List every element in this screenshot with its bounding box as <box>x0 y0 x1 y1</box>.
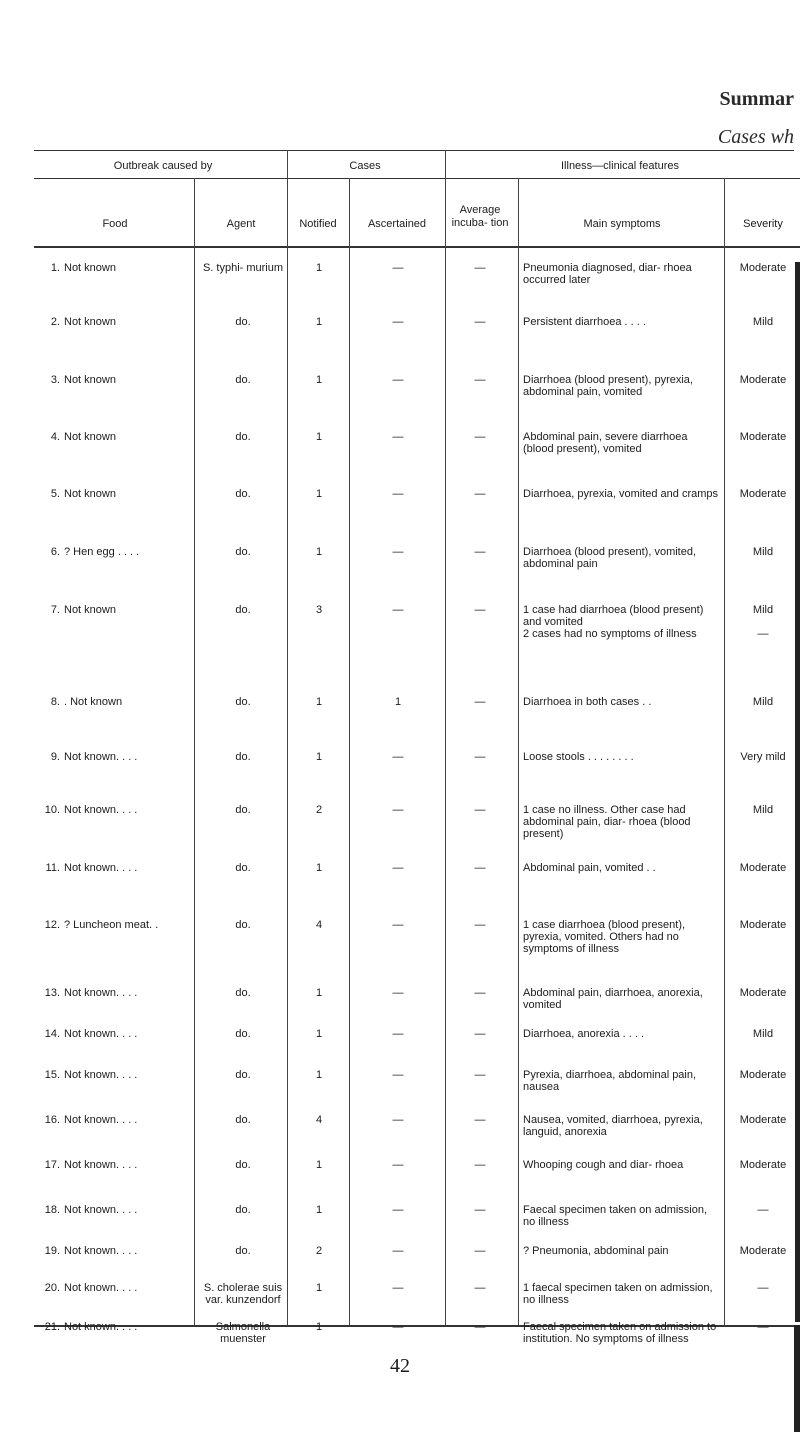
cell-incubation: — <box>474 546 486 558</box>
cell-symptoms: ? Pneumonia, abdominal pain <box>523 1245 669 1257</box>
cell-agent: do. <box>235 1245 251 1257</box>
cell-severity: Mild — <box>752 604 774 640</box>
cell-food: . Not known <box>64 696 123 708</box>
cell-incubation: — <box>474 604 486 616</box>
cell-ascertained: — <box>392 987 404 999</box>
cell-ascertained: — <box>392 862 404 874</box>
group-header-cases: Cases <box>349 160 381 172</box>
cell-agent: do. <box>235 804 251 816</box>
cell-severity: — <box>757 1282 769 1294</box>
cell-symptoms: Diarrhoea (blood present), pyrexia, abdominal pain, vomited <box>523 374 693 398</box>
cell-notified: 1 <box>315 374 323 386</box>
cell-symptoms: Faecal specimen taken on admission, no illness <box>523 1204 708 1228</box>
cell-severity: Moderate <box>739 987 787 999</box>
cell-food: Not known. . . . <box>64 751 138 763</box>
cell-ascertained: — <box>392 488 404 500</box>
cell-ascertained: — <box>392 1069 404 1081</box>
row-number: 5. <box>50 488 60 500</box>
scan-edge <box>795 262 800 1322</box>
cell-ascertained: — <box>392 1159 404 1171</box>
cell-incubation: — <box>474 1245 486 1257</box>
cell-notified: 2 <box>315 1245 323 1257</box>
cell-ascertained: — <box>392 1028 404 1040</box>
cell-ascertained: — <box>392 1204 404 1216</box>
cell-symptoms: 1 case had diarrhoea (blood present) and vomited 2 cases had no symptoms of illness <box>523 604 704 640</box>
cell-incubation: — <box>474 488 486 500</box>
cell-severity: Mild <box>752 1028 774 1040</box>
cell-notified: 1 <box>315 316 323 328</box>
cell-ascertained: — <box>392 751 404 763</box>
cell-symptoms: Diarrhoea, anorexia . . . . <box>523 1028 645 1040</box>
cell-food: Not known. . . . <box>64 1069 138 1081</box>
cell-notified: 1 <box>315 696 323 708</box>
column-header-notified: Notified <box>299 218 337 230</box>
cell-ascertained: — <box>392 1321 404 1333</box>
cell-notified: 1 <box>315 1282 323 1294</box>
cell-incubation: — <box>474 374 486 386</box>
header-bottom-rule <box>34 246 800 248</box>
cell-incubation: — <box>474 1282 486 1294</box>
cell-symptoms: Loose stools . . . . . . . . <box>523 751 634 763</box>
cell-food: Not known. . . . <box>64 1159 138 1171</box>
cell-severity: Moderate <box>739 1159 787 1171</box>
cell-symptoms: Diarrhoea in both cases . . <box>523 696 652 708</box>
cell-ascertained: — <box>392 316 404 328</box>
cell-notified: 1 <box>315 751 323 763</box>
cell-agent: do. <box>235 431 251 443</box>
cell-notified: 1 <box>315 431 323 443</box>
page-subtitle: Cases wh <box>717 126 794 148</box>
cell-agent: do. <box>235 1069 251 1081</box>
cell-incubation: — <box>474 262 486 274</box>
cell-incubation: — <box>474 1069 486 1081</box>
cell-food: Not known <box>64 262 116 274</box>
row-number: 18. <box>44 1204 60 1216</box>
cell-incubation: — <box>474 316 486 328</box>
row-number: 21. <box>44 1321 60 1333</box>
row-number: 2. <box>50 316 60 328</box>
cell-incubation: — <box>474 431 486 443</box>
cell-agent: do. <box>235 316 251 328</box>
row-number: 19. <box>44 1245 60 1257</box>
cell-symptoms: Diarrhoea, pyrexia, vomited and cramps <box>523 488 719 500</box>
cell-severity: Moderate <box>739 431 787 443</box>
row-number: 7. <box>50 604 60 616</box>
cell-symptoms: 1 case no illness. Other case had abdominal pain, diar- rhoea (blood present) <box>523 804 691 840</box>
cell-ascertained: — <box>392 804 404 816</box>
cell-agent: do. <box>235 862 251 874</box>
page-title: Summar <box>719 88 794 110</box>
cell-agent: do. <box>235 696 251 708</box>
row-number: 20. <box>44 1282 60 1294</box>
cell-notified: 1 <box>315 1159 323 1171</box>
cell-symptoms: Persistent diarrhoea . . . . <box>523 316 646 328</box>
cell-food: Not known <box>64 316 116 328</box>
cell-incubation: — <box>474 1114 486 1126</box>
row-number: 15. <box>44 1069 60 1081</box>
cell-ascertained: 1 <box>394 696 402 708</box>
column-divider <box>349 178 350 1325</box>
cell-symptoms: Pneumonia diagnosed, diar- rhoea occurred later <box>523 262 692 286</box>
row-number: 8. <box>50 696 60 708</box>
cell-agent: do. <box>235 987 251 999</box>
cell-severity: Moderate <box>739 1245 787 1257</box>
cell-food: ? Hen egg . . . . <box>64 546 140 558</box>
cell-incubation: — <box>474 1159 486 1171</box>
cell-severity: Moderate <box>739 1069 787 1081</box>
cell-symptoms: 1 case diarrhoea (blood present), pyrexia, vomited. Others had no symptoms of illness <box>523 919 686 955</box>
row-number: 10. <box>44 804 60 816</box>
cell-symptoms: Abdominal pain, vomited . . <box>523 862 656 874</box>
cell-symptoms: 1 faecal specimen taken on admission, no illness <box>523 1282 713 1306</box>
cell-incubation: — <box>474 1204 486 1216</box>
cell-severity: Moderate <box>739 488 787 500</box>
cell-food: Not known. . . . <box>64 1028 138 1040</box>
cell-ascertained: — <box>392 604 404 616</box>
cell-notified: 1 <box>315 546 323 558</box>
row-number: 13. <box>44 987 60 999</box>
cell-notified: 4 <box>315 1114 323 1126</box>
cell-agent: do. <box>235 1204 251 1216</box>
cell-symptoms: Diarrhoea (blood present), vomited, abdominal pain <box>523 546 697 570</box>
row-number: 11. <box>45 862 60 874</box>
cell-notified: 1 <box>315 1069 323 1081</box>
cell-severity: Mild <box>752 804 774 816</box>
cell-symptoms: Faecal specimen taken on admission to institution. No symptoms of illness <box>523 1321 717 1345</box>
cell-severity: Moderate <box>739 374 787 386</box>
cell-severity: Moderate <box>739 1114 787 1126</box>
column-header-ascertained: Ascertained <box>367 218 427 230</box>
row-number: 17. <box>44 1159 60 1171</box>
cell-severity: Moderate <box>739 262 787 274</box>
cell-ascertained: — <box>392 546 404 558</box>
cell-ascertained: — <box>392 1114 404 1126</box>
column-header-incubation: Average incuba- tion <box>451 204 509 229</box>
cell-severity: Very mild <box>740 751 786 763</box>
column-header-agent: Agent <box>226 218 256 230</box>
cell-severity: — <box>757 1204 769 1216</box>
cell-ascertained: — <box>392 919 404 931</box>
cell-ascertained: — <box>392 431 404 443</box>
cell-notified: 1 <box>315 262 323 274</box>
cell-notified: 1 <box>315 862 323 874</box>
cell-severity: Mild <box>752 316 774 328</box>
cell-severity: Moderate <box>739 862 787 874</box>
cell-incubation: — <box>474 751 486 763</box>
cell-food: Not known <box>64 374 116 386</box>
cell-food: Not known <box>64 488 116 500</box>
cell-symptoms: Whooping cough and diar- rhoea <box>523 1159 684 1171</box>
cell-ascertained: — <box>392 1245 404 1257</box>
column-header-symptoms: Main symptoms <box>583 218 661 230</box>
cell-agent: do. <box>235 604 251 616</box>
cell-notified: 2 <box>315 804 323 816</box>
cell-incubation: — <box>474 1321 486 1333</box>
column-divider <box>287 150 288 1325</box>
cell-incubation: — <box>474 987 486 999</box>
row-number: 9. <box>50 751 60 763</box>
cell-ascertained: — <box>392 262 404 274</box>
column-header-severity: Severity <box>743 218 783 230</box>
cell-incubation: — <box>474 1028 486 1040</box>
row-number: 6. <box>50 546 60 558</box>
cell-agent: S. typhi- murium <box>202 262 284 274</box>
cell-notified: 1 <box>315 1321 323 1333</box>
cell-agent: do. <box>235 919 251 931</box>
row-number: 1. <box>50 262 60 274</box>
cell-food: Not known. . . . <box>64 1114 138 1126</box>
cell-food: Not known. . . . <box>64 987 138 999</box>
cell-incubation: — <box>474 919 486 931</box>
cell-agent: do. <box>235 546 251 558</box>
cell-agent: S. cholerae suis var. kunzendorf <box>203 1282 283 1306</box>
cell-agent: do. <box>235 751 251 763</box>
cell-food: Not known. . . . <box>64 862 138 874</box>
cell-agent: do. <box>235 488 251 500</box>
cell-severity: — <box>757 1321 769 1333</box>
column-divider <box>724 178 725 1325</box>
row-number: 4. <box>50 431 60 443</box>
cell-ascertained: — <box>392 1282 404 1294</box>
cell-food: Not known. . . . <box>64 1321 138 1333</box>
cell-incubation: — <box>474 862 486 874</box>
cell-food: Not known. . . . <box>64 1245 138 1257</box>
cell-agent: do. <box>235 1159 251 1171</box>
cell-agent: do. <box>235 1114 251 1126</box>
cell-notified: 1 <box>315 1204 323 1216</box>
cell-notified: 3 <box>315 604 323 616</box>
cell-notified: 4 <box>315 919 323 931</box>
cell-food: Not known. . . . <box>64 804 138 816</box>
cell-severity: Moderate <box>739 919 787 931</box>
cell-incubation: — <box>474 696 486 708</box>
cell-agent: Salmonella muenster <box>215 1321 271 1345</box>
cell-food: Not known. . . . <box>64 1204 138 1216</box>
column-header-food: Food <box>102 218 128 230</box>
group-rule <box>34 178 800 179</box>
top-rule <box>34 150 794 151</box>
row-number: 14. <box>44 1028 60 1040</box>
cell-notified: 1 <box>315 488 323 500</box>
page-number: 42 <box>390 1355 410 1377</box>
cell-agent: do. <box>235 1028 251 1040</box>
group-header-illness: Illness—clinical features <box>561 160 679 172</box>
cell-symptoms: Nausea, vomited, diarrhoea, pyrexia, languid, anorexia <box>523 1114 703 1138</box>
cell-agent: do. <box>235 374 251 386</box>
cell-ascertained: — <box>392 374 404 386</box>
cell-notified: 1 <box>315 1028 323 1040</box>
row-number: 16. <box>44 1114 60 1126</box>
cell-food: ? Luncheon meat. . <box>64 919 159 931</box>
cell-severity: Mild <box>752 546 774 558</box>
column-divider <box>518 178 519 1325</box>
scan-edge <box>794 1325 800 1432</box>
cell-food: Not known <box>64 431 116 443</box>
row-number: 12. <box>44 919 60 931</box>
cell-severity: Mild <box>752 696 774 708</box>
cell-food: Not known <box>64 604 116 616</box>
cell-food: Not known. . . . <box>64 1282 138 1294</box>
cell-symptoms: Abdominal pain, severe diarrhoea (blood present), vomited <box>523 431 688 455</box>
cell-incubation: — <box>474 804 486 816</box>
group-header-outbreak: Outbreak caused by <box>113 160 213 172</box>
cell-symptoms: Pyrexia, diarrhoea, abdominal pain, nausea <box>523 1069 697 1093</box>
row-number: 3. <box>50 374 60 386</box>
cell-notified: 1 <box>315 987 323 999</box>
column-divider <box>194 178 195 1325</box>
cell-symptoms: Abdominal pain, diarrhoea, anorexia, vomited <box>523 987 703 1011</box>
